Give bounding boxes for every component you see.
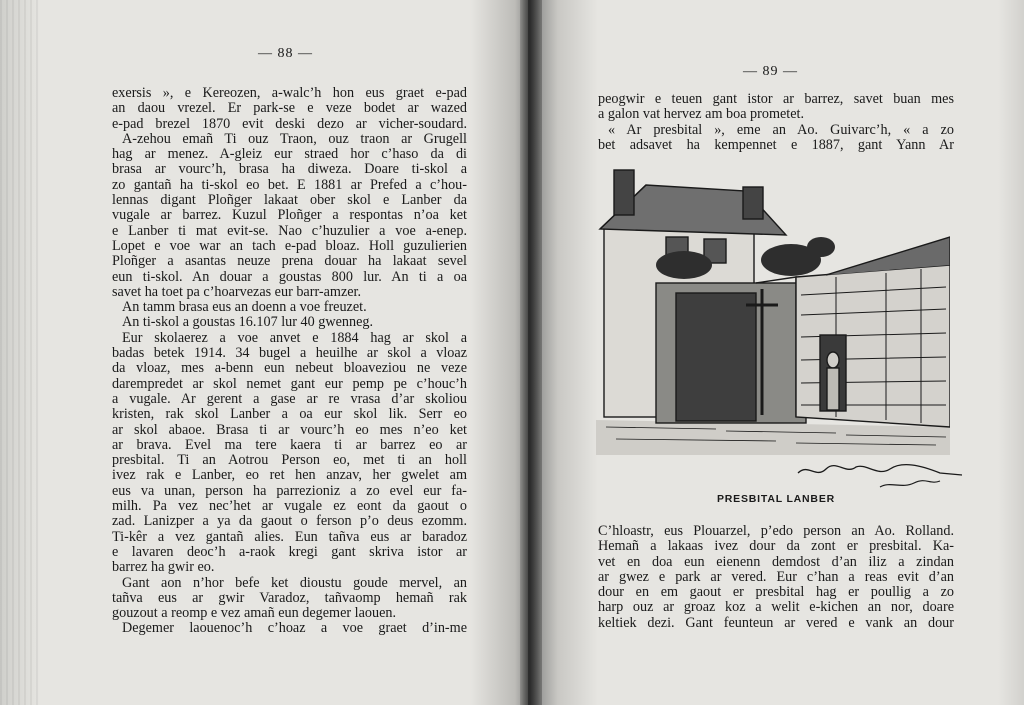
text-line: bet adsavet ha kempennet e 1887, gant Yann Ar (598, 136, 954, 153)
text-line: e lavaren deoc’h a-raok kregi gant skriva istor ar (112, 543, 467, 560)
text-line: e-pad brezel 1870 evit deski dezo ar vicher-soudard. (112, 115, 467, 132)
body-text-top (598, 92, 954, 153)
text-line: ivez rak e Lanber, eo ret hen anzav, her gwelet am (112, 467, 467, 484)
text-line: milh. Pa vez nec’het ar vugale ez eont da gaout o (112, 498, 467, 515)
text-line: e Lanber ti mat evit-se. Nao c’huzulier a voe a-enep. (112, 222, 467, 239)
text-line: harp ouz ar groaz koz a welit e-kichen an nor, doare (598, 599, 954, 616)
text-line: Gant aon n’hor befe ket dioustu goude mervel, an (122, 574, 467, 591)
text-line: zo gantañ ha ti-skol eo bet. E 1881 ar Prefed a c’hou- (112, 176, 467, 193)
text-line: C’hloastr, eus Plouarzel, p’edo person an Ao. Rolland. (598, 523, 954, 539)
text-line: « Ar presbital », eme an Ao. Guivarc’h, « a zo (608, 121, 954, 138)
text-line: an daou vrezel. Er park-se e veze bodet ar wazed (112, 100, 467, 117)
text-line: eus va unan, person ha parrezioniz a zo evel eur fa- (112, 482, 467, 499)
text-line: peogwir e teuen gant istor ar barrez, savet buan mes (598, 91, 954, 107)
text-line: vet en doa eun eienenn demdost d’an iliz a zindan (598, 553, 954, 570)
text-line: ar skol abaoe. Brasa ti ar vourc’h eo mes n’eo ket (112, 421, 467, 438)
page-number: — 88 — (258, 46, 313, 61)
text-line: kristen, rak skol Lanber a oa eur skol lik. Serr eo (112, 406, 467, 423)
text-line: dour en em gaout er presbital hag er poullig a zo (598, 584, 954, 601)
text-line: keltiek dezi. Gant feunteun ar vered e vank an dour (598, 614, 954, 631)
text-line: presbital. Ti an Aotrou Person eo, met ti an holl (112, 452, 467, 469)
text-line: gouzout a reomp e vez amañ eun degemer laouen. (112, 605, 397, 622)
text-line: Degemer laouenoc’h c’hoaz a voe graet d’in-me (122, 620, 467, 637)
body-text-bottom (598, 524, 954, 631)
text-line: Eur skolaerez a voe anvet e 1884 hag ar skol a (122, 329, 467, 346)
presbytery-illustration (596, 165, 950, 455)
text-line: Ti-kêr a vez gantañ alies. Eun tañva eus ar baradoz (112, 528, 467, 545)
page-edge-texture (0, 0, 40, 705)
text-line: lennas digant Ploñger lakaat ober skol e Lanber da (112, 192, 467, 209)
text-line: ar gwez e park ar vered. Eur c’han a reas evit d’an (598, 568, 954, 585)
text-line: An ti-skol a goustas 16.107 lur 40 gwenneg. (122, 314, 374, 331)
text-line: savet ha toet pa c’hoarvezas eur barr-amzer. (112, 283, 362, 300)
text-line: da vloaz, mes a-benn eun nebeut bloaveziou ne veze (112, 360, 467, 377)
text-line: eun ti-skol. An douar a goustas 800 lur. An ti a oa (112, 268, 467, 285)
text-line: brasa ar vourc’h, brasa ha diweza. Doare ti-skol a (112, 161, 467, 178)
text-line: An tamm brasa eus an doenn a voe freuzet. (122, 299, 367, 316)
text-line: a vugale. Ar gerent a gase ar re vrasa d’ar skoliou (112, 390, 467, 407)
page-number: — 89 — (743, 64, 798, 79)
body-text (112, 86, 467, 637)
text-line: vugale ar barrez. Kuzul Ploñger a respontas n’oa ket (112, 207, 467, 224)
artist-signature (790, 455, 970, 495)
text-line: Ploñger a asantas neuze prena douar ha lakaat sevel (112, 253, 467, 270)
text-line: darempredet ar skol nemet gant eur pemp pe c’houc’h (112, 375, 467, 392)
text-line: A-zehou emañ Ti ouz Traon, ouz traon ar Grugell (122, 130, 467, 147)
text-line: exersis », e Kereozen, a-walc’h hon eus graet e-pad (112, 85, 467, 101)
text-line: ar brava. Evel ma tere kaera ti ar barrez eo ar (112, 436, 467, 453)
text-line: Lopet e voe war an tach e-pad bloaz. Holl guzulierien (112, 237, 467, 254)
text-line: Hemañ a lakaas ivez dour da zont er presbital. Ka- (598, 538, 954, 555)
illustration-caption: PRESBITAL LANBER (717, 493, 835, 505)
text-line: badas betek 1914. 34 bugel a heuilhe ar skol a vloaz (112, 345, 467, 362)
text-line: tañva eus ar gwir Varadoz, tañvaomp hemañ rak (112, 589, 467, 606)
text-line: hag ar menez. A-gleiz eur straed hor c’haso da di (112, 146, 467, 163)
text-line: zad. Lanizper a ya da gaout o ferson p’o deus ezomm. (112, 513, 467, 530)
book-gutter (520, 0, 542, 705)
text-line: barrez ha gwir eo. (112, 559, 215, 576)
text-line: a galon vat hervez am boa prometet. (598, 106, 805, 123)
